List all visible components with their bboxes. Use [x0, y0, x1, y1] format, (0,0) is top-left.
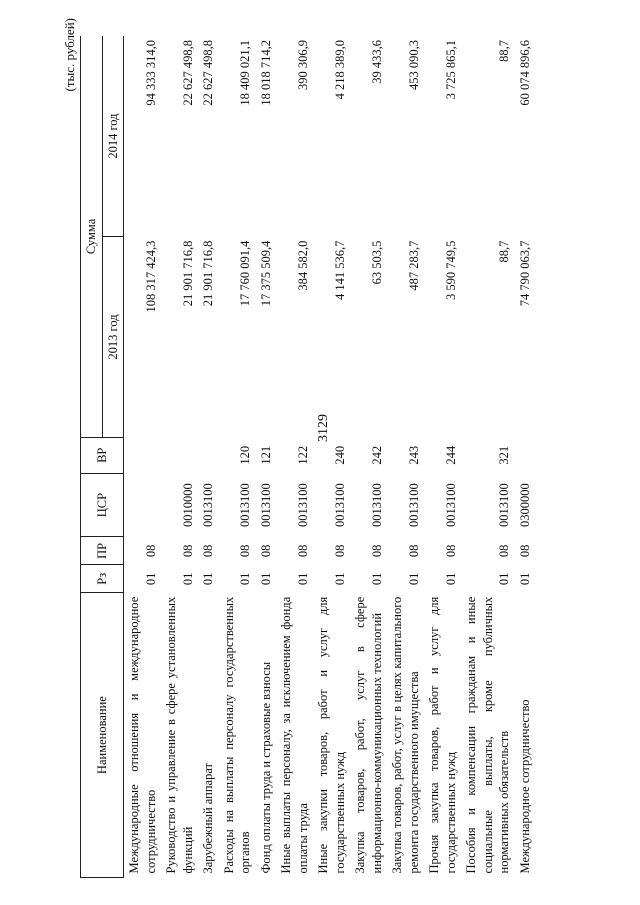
budget-sheet — [62, 18, 566, 878]
row-vr: 321 — [497, 445, 511, 465]
row-csr: 0013100 — [201, 483, 215, 527]
row-vr — [124, 437, 162, 473]
row-amount-2013: 3 590 749,5 — [443, 240, 458, 301]
row-csr: 0013100 — [406, 483, 421, 527]
row-name: Руководство и управление в сфере установленных функций — [164, 596, 195, 874]
header-sum: Сумма — [81, 36, 103, 437]
table-row — [124, 36, 162, 878]
row-csr — [124, 473, 162, 537]
row-csr: 0013100 — [369, 483, 384, 527]
row-amount-2013: 108 317 424,3 — [143, 240, 158, 313]
table-row — [313, 36, 350, 878]
row-csr: 0013100 — [443, 483, 458, 527]
header-name: Наименование — [81, 593, 124, 878]
row-vr — [515, 437, 536, 473]
row-amount-2013: 63 503,5 — [369, 240, 384, 285]
row-csr: 0013100 — [258, 483, 273, 527]
table-row — [515, 36, 536, 878]
header-year-2013: 2013 год — [102, 237, 124, 438]
row-rz: 01 — [332, 572, 347, 586]
row-csr: 0300000 — [517, 483, 532, 527]
header-row — [81, 36, 103, 878]
row-amount-2013: 21 901 716,8 — [180, 240, 195, 307]
row-csr: 0010000 — [180, 483, 195, 527]
row-rz: 01 — [143, 572, 158, 586]
budget-table — [80, 36, 535, 878]
row-amount-2013: 487 283,7 — [406, 240, 421, 291]
row-pr: 08 — [180, 544, 195, 558]
row-pr: 08 — [443, 544, 458, 558]
row-pr: 08 — [332, 544, 347, 558]
row-amount-2013: 21 901 716,8 — [201, 240, 215, 307]
row-name: Иные закупки товаров, работ и услуг для государственных нужд — [316, 596, 347, 874]
table-row — [219, 36, 256, 878]
table-row — [198, 36, 219, 878]
row-rz: 01 — [201, 572, 215, 586]
row-pr: 08 — [517, 544, 532, 558]
row-rz: 01 — [369, 572, 384, 586]
table-row — [276, 36, 313, 878]
row-amount-2013: 88,7 — [497, 240, 511, 263]
row-pr: 08 — [238, 544, 252, 558]
row-amount-2014: 453 090,3 — [406, 40, 421, 90]
row-pr: 08 — [201, 544, 215, 558]
row-name: Международное сотрудничество — [517, 699, 532, 874]
row-amount-2013: 17 760 091,4 — [238, 240, 252, 307]
header-pr: ПР — [81, 537, 124, 565]
row-pr: 08 — [295, 544, 310, 558]
row-amount-2013: 384 582,0 — [295, 240, 310, 291]
row-amount-2013: 4 141 536,7 — [332, 240, 347, 301]
row-rz: 01 — [406, 572, 421, 586]
row-amount-2013: 17 375 509,4 — [258, 240, 273, 307]
row-amount-2014: 94 333 314,0 — [143, 40, 158, 106]
table-row — [461, 36, 515, 878]
table-row — [256, 36, 277, 878]
row-amount-2014: 22 627 498,8 — [201, 40, 215, 106]
header-rz: Рз — [81, 565, 124, 593]
row-pr: 08 — [258, 544, 273, 558]
row-name: Фонд оплаты труда и страховые взносы — [258, 661, 273, 874]
row-rz: 01 — [517, 572, 532, 586]
row-amount-2014: 4 218 389,0 — [332, 40, 347, 100]
row-vr: 244 — [443, 445, 458, 465]
row-pr: 08 — [143, 544, 158, 558]
row-csr: 0013100 — [238, 483, 252, 527]
row-amount-2014: 60 074 896,6 — [517, 40, 532, 106]
row-name: Закупка товаров, работ, услуг в целях капитального ремонта государственного имущества — [390, 596, 421, 874]
row-amount-2014: 3 725 865,1 — [443, 40, 458, 100]
row-pr: 08 — [406, 544, 421, 558]
row-name: Закупка товаров, работ, услуг в сфере информационно-коммуникационных технологий — [353, 596, 384, 874]
row-name: Зарубежный аппарат — [201, 762, 215, 874]
row-vr: 122 — [295, 445, 310, 465]
row-name: Расходы на выплаты персоналу государственных органов — [221, 596, 252, 874]
page-number-text: 3129 — [316, 414, 331, 442]
row-pr: 08 — [369, 544, 384, 558]
header-csr: ЦСР — [81, 473, 124, 537]
table-row — [350, 36, 387, 878]
row-amount-2013: 74 790 063,7 — [517, 240, 532, 307]
row-rz: 01 — [238, 572, 252, 586]
row-amount-2014: 39 433,6 — [369, 40, 384, 84]
row-rz: 01 — [497, 572, 511, 586]
row-vr: 242 — [369, 445, 384, 465]
row-pr: 08 — [497, 544, 511, 558]
table-row — [161, 36, 198, 878]
row-rz: 01 — [295, 572, 310, 586]
table-row — [424, 36, 461, 878]
header-year-2014: 2014 год — [102, 36, 124, 237]
header-vr: ВР — [81, 437, 124, 473]
row-rz: 01 — [443, 572, 458, 586]
row-amount-2014: 18 018 714,2 — [258, 40, 273, 106]
row-name: Пособия и компенсации гражданам и иные социальные выплаты, кроме публичных нормативных обязательств — [464, 596, 511, 874]
row-amount-2014: 22 627 498,8 — [180, 40, 195, 106]
row-vr: 243 — [406, 445, 421, 465]
row-vr: 240 — [332, 445, 347, 465]
units-note: (тыс. рублей) — [62, 18, 77, 92]
table-row — [387, 36, 424, 878]
row-amount-2014: 390 306,9 — [295, 40, 310, 90]
row-vr: 121 — [258, 445, 273, 465]
row-rz: 01 — [180, 572, 195, 586]
row-amount-2014: 88,7 — [497, 40, 511, 62]
row-vr — [198, 437, 219, 473]
row-csr: 0013100 — [497, 483, 511, 527]
row-csr: 0013100 — [332, 483, 347, 527]
row-amount-2014: 18 409 021,1 — [238, 40, 252, 106]
row-name: Международные отношения и международное сотрудничество — [127, 596, 158, 874]
row-vr — [161, 437, 198, 473]
row-name: Прочая закупка товаров, работ и услуг для государственных нужд — [427, 596, 458, 874]
row-rz: 01 — [258, 572, 273, 586]
row-name: Иные выплаты персоналу, за исключением фонда оплаты труда — [279, 596, 310, 874]
row-csr: 0013100 — [295, 483, 310, 527]
row-vr: 120 — [238, 445, 252, 465]
